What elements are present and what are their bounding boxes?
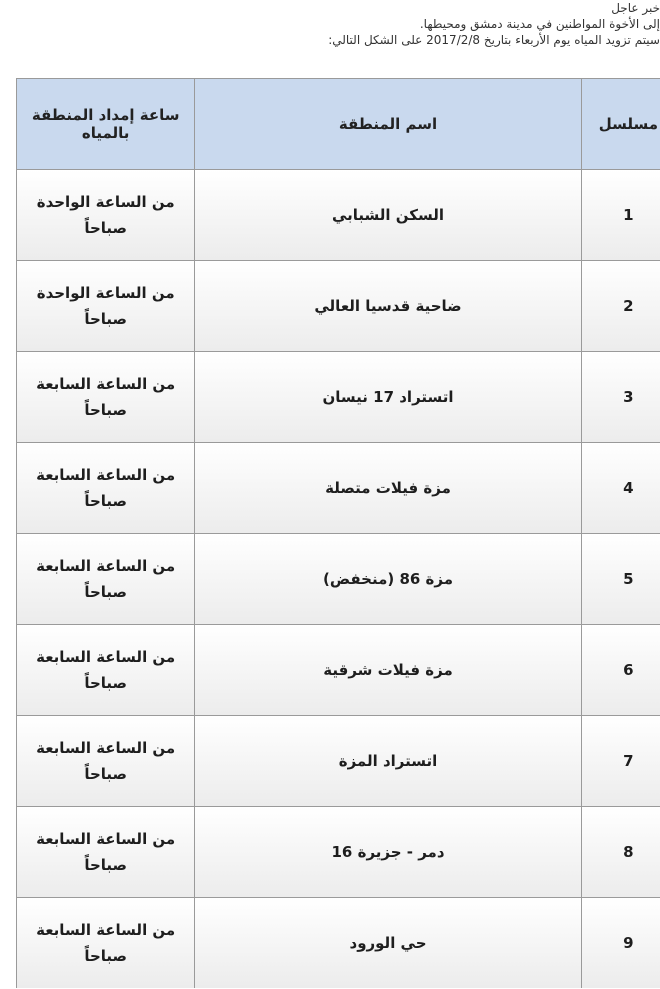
row-serial: 7 (581, 715, 660, 806)
row-hours (16, 897, 194, 988)
row-serial: 4 (581, 442, 660, 533)
row-area: دمر - جزيرة 16 (194, 806, 580, 897)
table-row (16, 260, 660, 351)
row-hours (16, 260, 194, 351)
row-area: حي الورود (194, 897, 580, 988)
addressee-line: إلى الأخوة المواطنين في مدينة دمشق ومحيطها. (419, 17, 660, 31)
row-hours (16, 715, 194, 806)
row-area: اتستراد المزة (194, 715, 580, 806)
table-row (16, 897, 660, 988)
news-headline: خبر عاجل (611, 1, 660, 15)
table-body (16, 169, 660, 988)
header-serial: مسلسل (581, 78, 660, 169)
row-hours-label: من الساعة الواحدة صباحاً (36, 193, 175, 237)
table-row (16, 806, 660, 897)
header-hours-label: ساعة إمداد المنطقة بالمياه (31, 106, 180, 142)
row-hours (16, 806, 194, 897)
row-hours-label: من الساعة السابعة صباحاً (36, 739, 176, 783)
table-row (16, 715, 660, 806)
row-serial: 3 (581, 351, 660, 442)
row-hours-label: من الساعة السابعة صباحاً (36, 830, 176, 874)
water-schedule-table (16, 78, 660, 988)
row-hours-label: من الساعة السابعة صباحاً (36, 648, 176, 692)
row-area: اتستراد 17 نيسان (194, 351, 580, 442)
table-row (16, 442, 660, 533)
row-hours (16, 351, 194, 442)
row-serial: 6 (581, 624, 660, 715)
announcement-line: سيتم تزويد المياه يوم الأربعاء بتاريخ 2017/2/8 على الشكل التالي: (328, 33, 660, 47)
intro-text (0, 0, 660, 48)
table-row (16, 351, 660, 442)
table-row (16, 533, 660, 624)
row-hours-label: من الساعة السابعة صباحاً (36, 375, 176, 419)
row-hours (16, 533, 194, 624)
row-hours (16, 442, 194, 533)
header-hours (16, 78, 194, 169)
row-hours-label: من الساعة السابعة صباحاً (36, 921, 176, 965)
water-schedule-table-container (16, 78, 660, 988)
row-hours-label: من الساعة الواحدة صباحاً (36, 284, 175, 328)
row-area: مزة 86 (منخفض) (194, 533, 580, 624)
table-header-row (16, 78, 660, 169)
row-serial: 9 (581, 897, 660, 988)
row-serial: 1 (581, 169, 660, 260)
row-serial: 2 (581, 260, 660, 351)
table-row (16, 169, 660, 260)
row-area: ضاحية قدسيا العالي (194, 260, 580, 351)
row-hours (16, 624, 194, 715)
row-hours-label: من الساعة السابعة صباحاً (36, 557, 176, 601)
row-area: مزة فيلات شرقية (194, 624, 580, 715)
row-serial: 5 (581, 533, 660, 624)
row-hours-label: من الساعة السابعة صباحاً (36, 466, 176, 510)
row-area: مزة فيلات متصلة (194, 442, 580, 533)
header-area: اسم المنطقة (194, 78, 580, 169)
row-area: السكن الشبابي (194, 169, 580, 260)
row-hours (16, 169, 194, 260)
row-serial: 8 (581, 806, 660, 897)
table-row (16, 624, 660, 715)
